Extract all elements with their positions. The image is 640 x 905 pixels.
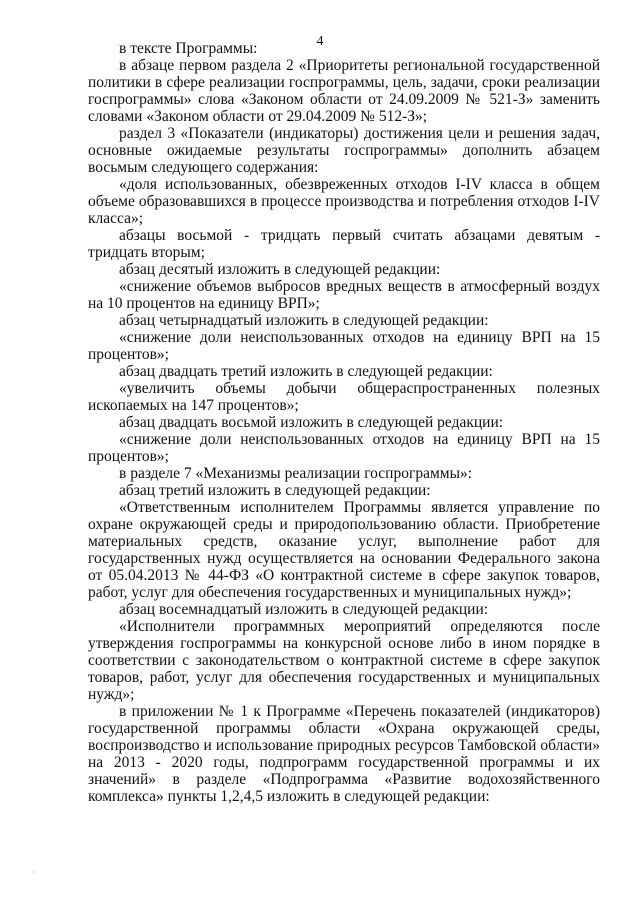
- paragraph: в абзаце первом раздела 2 «Приоритеты региональной государственной политики в сфере реализации госпрограммы, цель, задачи, сроки реализации госпрограммы» слова «Законом области от 24.09.2009 № 521-З» заменить словами «Законом области от 29.04.2009 № 512-З»;: [88, 57, 600, 125]
- paragraph: «увеличить объемы добычи общераспространенных полезных ископаемых на 147 процентов»;: [88, 380, 600, 414]
- paragraph: «снижение доли неиспользованных отходов на единицу ВРП на 15 процентов»;: [88, 431, 600, 465]
- paragraph: абзац десятый изложить в следующей редакции:: [119, 261, 441, 278]
- paragraph: «снижение доли неиспользованных отходов на единицу ВРП на 15 процентов»;: [88, 329, 600, 363]
- paragraph: абзац четырнадцатый изложить в следующей редакции:: [119, 312, 489, 329]
- page-number: 4: [316, 34, 324, 49]
- paragraph: абзац двадцать третий изложить в следующей редакции:: [119, 363, 493, 380]
- paragraph: «снижение объемов выбросов вредных веществ в атмосферный воздух на 10 процентов на единицу ВРП»;: [88, 278, 600, 312]
- margin-mark: ·: [32, 868, 35, 877]
- paragraph: раздел 3 «Показатели (индикаторы) достижения цели и решения задач, основные ожидаемые результаты госпрограммы» дополнить абзацем восьмым следующего содержания:: [88, 125, 600, 176]
- paragraph: абзац восемнадцатый изложить в следующей редакции:: [119, 601, 489, 618]
- paragraph: в приложении № 1 к Программе «Перечень показателей (индикаторов) государственной программы области «Охрана окружающей среды, воспроизводство и использование природных ресурсов Тамбовской области» на 2013 - 2020 годы, подпрограмм государственной программы и их значений» в разделе «Подпрограмма «Развитие водохозяйственного комплекса» пункты 1,2,4,5 изложить в следующей редакции:: [88, 703, 600, 805]
- paragraph: абзац третий изложить в следующей редакции:: [119, 482, 431, 499]
- document-body: [88, 40, 600, 805]
- paragraph: «доля использованных, обезвреженных отходов I-IV класса в общем объеме образовавшихся в процессе производства и потребления отходов I-IV класса»;: [88, 176, 600, 227]
- paragraph: «Ответственным исполнителем Программы является управление по охране окружающей среды и природопользованию области. Приобретение материальных средств, оказание услуг, выполнение работ для государственных нужд осуществляется на основании Федерального закона от 05.04.2013 № 44-ФЗ «О контрактной системе в сфере закупок товаров, работ, услуг для обеспечения государственных и муниципальных нужд»;: [88, 499, 600, 601]
- paragraph: «Исполнители программных мероприятий определяются после утверждения госпрограммы на конкурсной основе либо в ином порядке в соответствии с законодательством о контрактной системе в сфере закупок товаров, работ, услуг для обеспечения государственных и муниципальных нужд»;: [88, 618, 600, 703]
- paragraph: в тексте Программы:: [119, 40, 258, 57]
- paragraph: абзац двадцать восьмой изложить в следующей редакции:: [119, 414, 504, 431]
- paragraph: в разделе 7 «Механизмы реализации госпрограммы»:: [119, 465, 473, 482]
- paragraph: абзацы восьмой - тридцать первый считать абзацами девятым - тридцать вторым;: [88, 227, 600, 261]
